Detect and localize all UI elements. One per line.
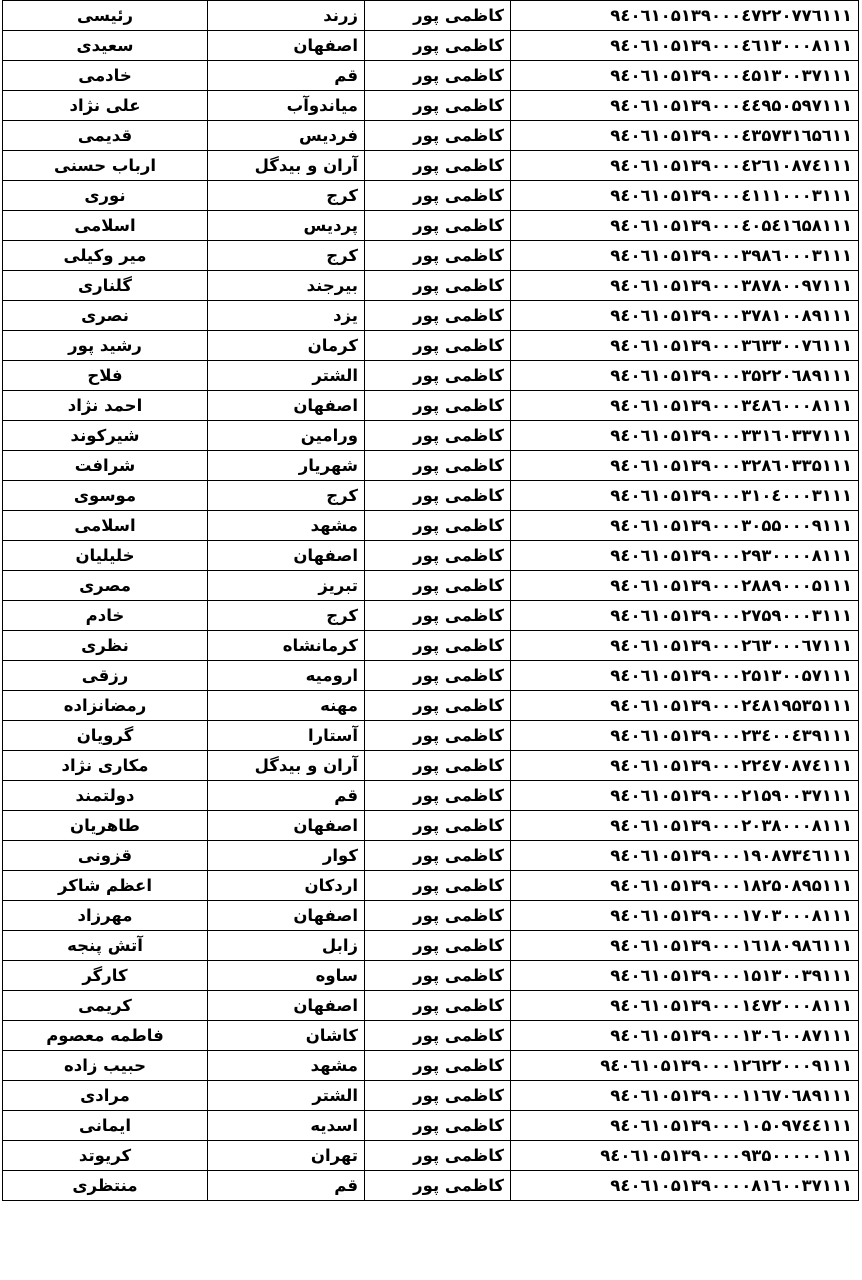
last-name-cell: اسلامی	[3, 511, 208, 541]
table-row	[3, 781, 859, 811]
last-name-cell: اسلامی	[3, 211, 208, 241]
agent-cell: کاظمی پور	[365, 901, 511, 931]
agent-cell: کاظمی پور	[365, 421, 511, 451]
table-row	[3, 1021, 859, 1051]
code-cell: ۹٤۰٦۱۰۵۱۳۹۰۰۰۲۸۸۹۰۰۰۵۱۱۱	[511, 571, 859, 601]
table-row	[3, 661, 859, 691]
agent-cell: کاظمی پور	[365, 871, 511, 901]
city-cell: آران و بیدگل	[208, 151, 365, 181]
table-row	[3, 931, 859, 961]
last-name-cell: علی نژاد	[3, 91, 208, 121]
last-name-cell: گلناری	[3, 271, 208, 301]
last-name-cell: نوری	[3, 181, 208, 211]
table-row	[3, 541, 859, 571]
city-cell: تبریز	[208, 571, 365, 601]
last-name-cell: رزقی	[3, 661, 208, 691]
city-cell: اسدیه	[208, 1111, 365, 1141]
last-name-cell: مهرزاد	[3, 901, 208, 931]
code-cell: ۹٤۰٦۱۰۵۱۳۹۰۰۰۰۸۱٦۰۰۳۷۱۱۱	[511, 1171, 859, 1201]
code-cell: ۹٤۰٦۱۰۵۱۳۹۰۰۰۱۹۰۸۷۳٤٦۱۱۱	[511, 841, 859, 871]
table-row	[3, 871, 859, 901]
city-cell: الشتر	[208, 361, 365, 391]
city-cell: شهریار	[208, 451, 365, 481]
last-name-cell: شرافت	[3, 451, 208, 481]
last-name-cell: مصری	[3, 571, 208, 601]
code-cell: ۹٤۰٦۱۰۵۱۳۹۰۰۰٤۰۵٤۱٦۵۸۱۱۱	[511, 211, 859, 241]
city-cell: کرج	[208, 481, 365, 511]
agent-cell: کاظمی پور	[365, 721, 511, 751]
code-cell: ۹٤۰٦۱۰۵۱۳۹۰۰۰۲۱۵۹۰۰۳۷۱۱۱	[511, 781, 859, 811]
city-cell: اردکان	[208, 871, 365, 901]
table-row	[3, 211, 859, 241]
code-cell: ۹٤۰٦۱۰۵۱۳۹۰۰۰۲۷۵۹۰۰۰۳۱۱۱	[511, 601, 859, 631]
code-cell: ۹٤۰٦۱۰۵۱۳۹۰۰۰۱۰۵۰۹۷٤٤۱۱۱	[511, 1111, 859, 1141]
agent-cell: کاظمی پور	[365, 91, 511, 121]
table-row	[3, 181, 859, 211]
last-name-cell: سعیدی	[3, 31, 208, 61]
code-cell: ۹٤۰٦۱۰۵۱۳۹۰۰۰٤۲٦۱۰۸۷٤۱۱۱	[511, 151, 859, 181]
city-cell: زرند	[208, 1, 365, 31]
last-name-cell: گرویان	[3, 721, 208, 751]
table-row	[3, 91, 859, 121]
agent-cell: کاظمی پور	[365, 1, 511, 31]
agent-cell: کاظمی پور	[365, 1021, 511, 1051]
agent-cell: کاظمی پور	[365, 1171, 511, 1201]
agent-cell: کاظمی پور	[365, 511, 511, 541]
agent-cell: کاظمی پور	[365, 1081, 511, 1111]
table-row	[3, 751, 859, 781]
city-cell: قم	[208, 61, 365, 91]
table-row	[3, 331, 859, 361]
table-row	[3, 271, 859, 301]
last-name-cell: فلاح	[3, 361, 208, 391]
table-row	[3, 241, 859, 271]
table-body	[3, 1, 859, 1201]
city-cell: یزد	[208, 301, 365, 331]
agent-cell: کاظمی پور	[365, 541, 511, 571]
city-cell: قم	[208, 781, 365, 811]
table-row	[3, 421, 859, 451]
table-row	[3, 1081, 859, 1111]
city-cell: اصفهان	[208, 31, 365, 61]
agent-cell: کاظمی پور	[365, 991, 511, 1021]
agent-cell: کاظمی پور	[365, 451, 511, 481]
code-cell: ۹٤۰٦۱۰۵۱۳۹۰۰۰۲۰۳۸۰۰۰۸۱۱۱	[511, 811, 859, 841]
city-cell: آستارا	[208, 721, 365, 751]
agent-cell: کاظمی پور	[365, 181, 511, 211]
city-cell: اصفهان	[208, 391, 365, 421]
city-cell: اصفهان	[208, 901, 365, 931]
agent-cell: کاظمی پور	[365, 571, 511, 601]
table-row	[3, 721, 859, 751]
last-name-cell: کارگر	[3, 961, 208, 991]
last-name-cell: قدیمی	[3, 121, 208, 151]
table-row	[3, 841, 859, 871]
city-cell: کرج	[208, 241, 365, 271]
table-row	[3, 481, 859, 511]
agent-cell: کاظمی پور	[365, 751, 511, 781]
table-row	[3, 391, 859, 421]
agent-cell: کاظمی پور	[365, 391, 511, 421]
records-table	[2, 0, 859, 1201]
table-row	[3, 631, 859, 661]
agent-cell: کاظمی پور	[365, 661, 511, 691]
table-row	[3, 361, 859, 391]
city-cell: میاندوآب	[208, 91, 365, 121]
code-cell: ۹٤۰٦۱۰۵۱۳۹۰۰۰۰۹۳۵۰۰۰۰۰۱۱۱	[511, 1141, 859, 1171]
agent-cell: کاظمی پور	[365, 31, 511, 61]
city-cell: کرج	[208, 181, 365, 211]
agent-cell: کاظمی پور	[365, 691, 511, 721]
code-cell: ۹٤۰٦۱۰۵۱۳۹۰۰۰٤۷۲۲۰۷۷٦۱۱۱	[511, 1, 859, 31]
last-name-cell: منتظری	[3, 1171, 208, 1201]
table-row	[3, 511, 859, 541]
table-row	[3, 691, 859, 721]
table-row	[3, 901, 859, 931]
agent-cell: کاظمی پور	[365, 151, 511, 181]
agent-cell: کاظمی پور	[365, 361, 511, 391]
last-name-cell: مکاری نژاد	[3, 751, 208, 781]
table-row	[3, 991, 859, 1021]
agent-cell: کاظمی پور	[365, 631, 511, 661]
agent-cell: کاظمی پور	[365, 841, 511, 871]
table-row	[3, 61, 859, 91]
last-name-cell: ارباب حسنی	[3, 151, 208, 181]
city-cell: اصفهان	[208, 541, 365, 571]
table-row	[3, 811, 859, 841]
table-row	[3, 961, 859, 991]
city-cell: کرمان	[208, 331, 365, 361]
code-cell: ۹٤۰٦۱۰۵۱۳۹۰۰۰۲۵۱۳۰۰۵۷۱۱۱	[511, 661, 859, 691]
agent-cell: کاظمی پور	[365, 331, 511, 361]
code-cell: ۹٤۰٦۱۰۵۱۳۹۰۰۰۲٦۳۰۰۰٦۷۱۱۱	[511, 631, 859, 661]
table-row	[3, 571, 859, 601]
city-cell: آران و بیدگل	[208, 751, 365, 781]
city-cell: بیرجند	[208, 271, 365, 301]
last-name-cell: کریوتد	[3, 1141, 208, 1171]
last-name-cell: احمد نژاد	[3, 391, 208, 421]
code-cell: ۹٤۰٦۱۰۵۱۳۹۰۰۰۱٤۷۲۰۰۰۸۱۱۱	[511, 991, 859, 1021]
table-row	[3, 1141, 859, 1171]
agent-cell: کاظمی پور	[365, 241, 511, 271]
last-name-cell: نظری	[3, 631, 208, 661]
table-row	[3, 151, 859, 181]
last-name-cell: آتش پنجه	[3, 931, 208, 961]
table-row	[3, 601, 859, 631]
agent-cell: کاظمی پور	[365, 931, 511, 961]
agent-cell: کاظمی پور	[365, 961, 511, 991]
city-cell: اصفهان	[208, 811, 365, 841]
code-cell: ۹٤۰٦۱۰۵۱۳۹۰۰۰۲٤۸۱۹۵۳۵۱۱۱	[511, 691, 859, 721]
table-row	[3, 301, 859, 331]
last-name-cell: قزونی	[3, 841, 208, 871]
code-cell: ۹٤۰٦۱۰۵۱۳۹۰۰۰۳۰۵۵۰۰۰۹۱۱۱	[511, 511, 859, 541]
last-name-cell: حبیب زاده	[3, 1051, 208, 1081]
agent-cell: کاظمی پور	[365, 121, 511, 151]
last-name-cell: طاهریان	[3, 811, 208, 841]
code-cell: ۹٤۰٦۱۰۵۱۳۹۰۰۰۳۷۸۱۰۰۸۹۱۱۱	[511, 301, 859, 331]
city-cell: مشهد	[208, 1051, 365, 1081]
code-cell: ۹٤۰٦۱۰۵۱۳۹۰۰۰۳۸۷۸۰۰۹۷۱۱۱	[511, 271, 859, 301]
agent-cell: کاظمی پور	[365, 811, 511, 841]
last-name-cell: مرادی	[3, 1081, 208, 1111]
agent-cell: کاظمی پور	[365, 211, 511, 241]
last-name-cell: کریمی	[3, 991, 208, 1021]
code-cell: ۹٤۰٦۱۰۵۱۳۹۰۰۰٤۳۵۷۳۱٦۵٦۱۱	[511, 121, 859, 151]
city-cell: فردیس	[208, 121, 365, 151]
city-cell: زابل	[208, 931, 365, 961]
city-cell: ارومیه	[208, 661, 365, 691]
city-cell: مهنه	[208, 691, 365, 721]
agent-cell: کاظمی پور	[365, 1051, 511, 1081]
agent-cell: کاظمی پور	[365, 1111, 511, 1141]
table-row	[3, 1171, 859, 1201]
code-cell: ۹٤۰٦۱۰۵۱۳۹۰۰۰۲۲٤۷۰۸۷٤۱۱۱	[511, 751, 859, 781]
table-row	[3, 31, 859, 61]
code-cell: ۹٤۰٦۱۰۵۱۳۹۰۰۰۳٦۳۳۰۰۷٦۱۱۱	[511, 331, 859, 361]
last-name-cell: دولتمند	[3, 781, 208, 811]
agent-cell: کاظمی پور	[365, 481, 511, 511]
city-cell: کاشان	[208, 1021, 365, 1051]
agent-cell: کاظمی پور	[365, 271, 511, 301]
code-cell: ۹٤۰٦۱۰۵۱۳۹۰۰۰۳۲۸٦۰۳۳۵۱۱۱	[511, 451, 859, 481]
city-cell: کرمانشاه	[208, 631, 365, 661]
code-cell: ۹٤۰٦۱۰۵۱۳۹۰۰۰۳۱۰٤۰۰۰۳۱۱۱	[511, 481, 859, 511]
agent-cell: کاظمی پور	[365, 61, 511, 91]
last-name-cell: شیرکوند	[3, 421, 208, 451]
records-sheet	[2, 0, 858, 1201]
code-cell: ۹٤۰٦۱۰۵۱۳۹۰۰۰٤۵۱۳۰۰۳۷۱۱۱	[511, 61, 859, 91]
code-cell: ۹٤۰٦۱۰۵۱۳۹۰۰۰۱۳۰٦۰۰۸۷۱۱۱	[511, 1021, 859, 1051]
code-cell: ۹٤۰٦۱۰۵۱۳۹۰۰۰۳٤۸٦۰۰۰۸۱۱۱	[511, 391, 859, 421]
table-row	[3, 1111, 859, 1141]
code-cell: ۹٤۰٦۱۰۵۱۳۹۰۰۰۱۵۱۳۰۰۳۹۱۱۱	[511, 961, 859, 991]
last-name-cell: خادمی	[3, 61, 208, 91]
last-name-cell: خادم	[3, 601, 208, 631]
code-cell: ۹٤۰٦۱۰۵۱۳۹۰۰۰۳۳۱٦۰۳۳۷۱۱۱	[511, 421, 859, 451]
city-cell: قم	[208, 1171, 365, 1201]
city-cell: کرج	[208, 601, 365, 631]
last-name-cell: رئیسی	[3, 1, 208, 31]
city-cell: تهران	[208, 1141, 365, 1171]
agent-cell: کاظمی پور	[365, 1141, 511, 1171]
last-name-cell: میر وکیلی	[3, 241, 208, 271]
agent-cell: کاظمی پور	[365, 601, 511, 631]
code-cell: ۹٤۰٦۱۰۵۱۳۹۰۰۰۲۹۳۰۰۰۰۸۱۱۱	[511, 541, 859, 571]
city-cell: الشتر	[208, 1081, 365, 1111]
code-cell: ۹٤۰٦۱۰۵۱۳۹۰۰۰٤٦۱۳۰۰۰۸۱۱۱	[511, 31, 859, 61]
code-cell: ۹٤۰٦۱۰۵۱۳۹۰۰۰٤٤۹۵۰۵۹۷۱۱۱	[511, 91, 859, 121]
code-cell: ۹٤۰٦۱۰۵۱۳۹۰۰۰۳۵۲۲۰٦۸۹۱۱۱	[511, 361, 859, 391]
last-name-cell: موسوی	[3, 481, 208, 511]
city-cell: پردیس	[208, 211, 365, 241]
last-name-cell: فاطمه معصوم	[3, 1021, 208, 1051]
last-name-cell: خلیلیان	[3, 541, 208, 571]
city-cell: ورامین	[208, 421, 365, 451]
table-row	[3, 121, 859, 151]
city-cell: کوار	[208, 841, 365, 871]
agent-cell: کاظمی پور	[365, 781, 511, 811]
city-cell: اصفهان	[208, 991, 365, 1021]
city-cell: مشهد	[208, 511, 365, 541]
last-name-cell: نصری	[3, 301, 208, 331]
code-cell: ۹٤۰٦۱۰۵۱۳۹۰۰۰۱۷۰۳۰۰۰۸۱۱۱	[511, 901, 859, 931]
last-name-cell: رشید پور	[3, 331, 208, 361]
code-cell: ۹٤۰٦۱۰۵۱۳۹۰۰۰٤۱۱۱۰۰۰۳۱۱۱	[511, 181, 859, 211]
last-name-cell: اعظم شاکر	[3, 871, 208, 901]
code-cell: ۹٤۰٦۱۰۵۱۳۹۰۰۰۳۹۸٦۰۰۰۳۱۱۱	[511, 241, 859, 271]
last-name-cell: ایمانی	[3, 1111, 208, 1141]
code-cell: ۹٤۰٦۱۰۵۱۳۹۰۰۰۱۲٦۲۲۰۰۰۹۱۱۱	[511, 1051, 859, 1081]
table-row	[3, 1, 859, 31]
table-row	[3, 1051, 859, 1081]
code-cell: ۹٤۰٦۱۰۵۱۳۹۰۰۰۱٦۱۸۰۹۸٦۱۱۱	[511, 931, 859, 961]
agent-cell: کاظمی پور	[365, 301, 511, 331]
last-name-cell: رمضانزاده	[3, 691, 208, 721]
table-row	[3, 451, 859, 481]
code-cell: ۹٤۰٦۱۰۵۱۳۹۰۰۰۲۳٤۰۰٤۳۹۱۱۱	[511, 721, 859, 751]
code-cell: ۹٤۰٦۱۰۵۱۳۹۰۰۰۱۸۲۵۰۸۹۵۱۱۱	[511, 871, 859, 901]
code-cell: ۹٤۰٦۱۰۵۱۳۹۰۰۰۱۱٦۷۰٦۸۹۱۱۱	[511, 1081, 859, 1111]
city-cell: ساوه	[208, 961, 365, 991]
